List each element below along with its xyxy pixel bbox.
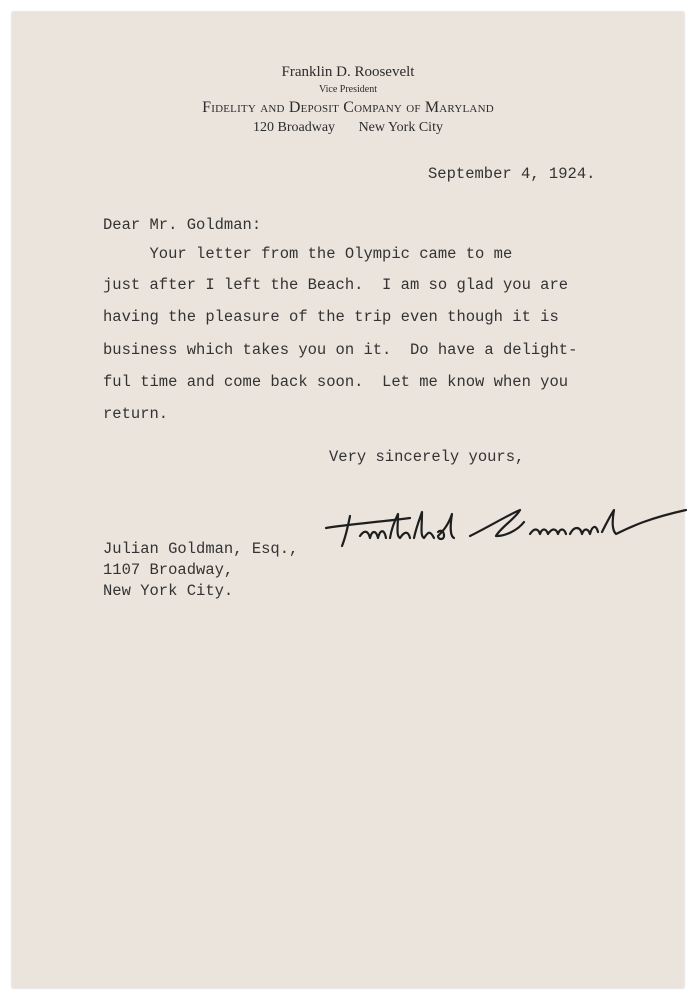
letter-closing: Very sincerely yours,: [329, 448, 525, 466]
body-line: having the pleasure of the trip even though it is: [103, 308, 559, 326]
body-line: business which takes you on it. Do have a delight-: [103, 341, 578, 359]
signature-image: [320, 496, 690, 556]
body-line: return.: [103, 405, 169, 423]
letterhead-city: New York City: [358, 120, 443, 135]
body-line: ful time and come back soon. Let me know when you: [103, 373, 569, 391]
letterhead-street: 120 Broadway: [253, 120, 336, 135]
recipient-line: Julian Goldman, Esq.,: [103, 540, 299, 558]
letterhead-name: Franklin D. Roosevelt: [281, 64, 415, 80]
letter-salutation: Dear Mr. Goldman:: [103, 216, 262, 234]
letterhead-company: Fidelity and Deposit Company of Maryland: [202, 99, 494, 116]
body-line: Your letter from the Olympic came to me: [103, 245, 513, 263]
letter-date: September 4, 1924.: [428, 165, 596, 183]
recipient-line: 1107 Broadway,: [103, 561, 234, 579]
recipient-line: New York City.: [103, 582, 234, 600]
letterhead-address-line: [0, 120, 696, 136]
letterhead-title: Vice President: [319, 84, 377, 95]
body-line: just after I left the Beach. I am so glad you are: [103, 276, 569, 294]
